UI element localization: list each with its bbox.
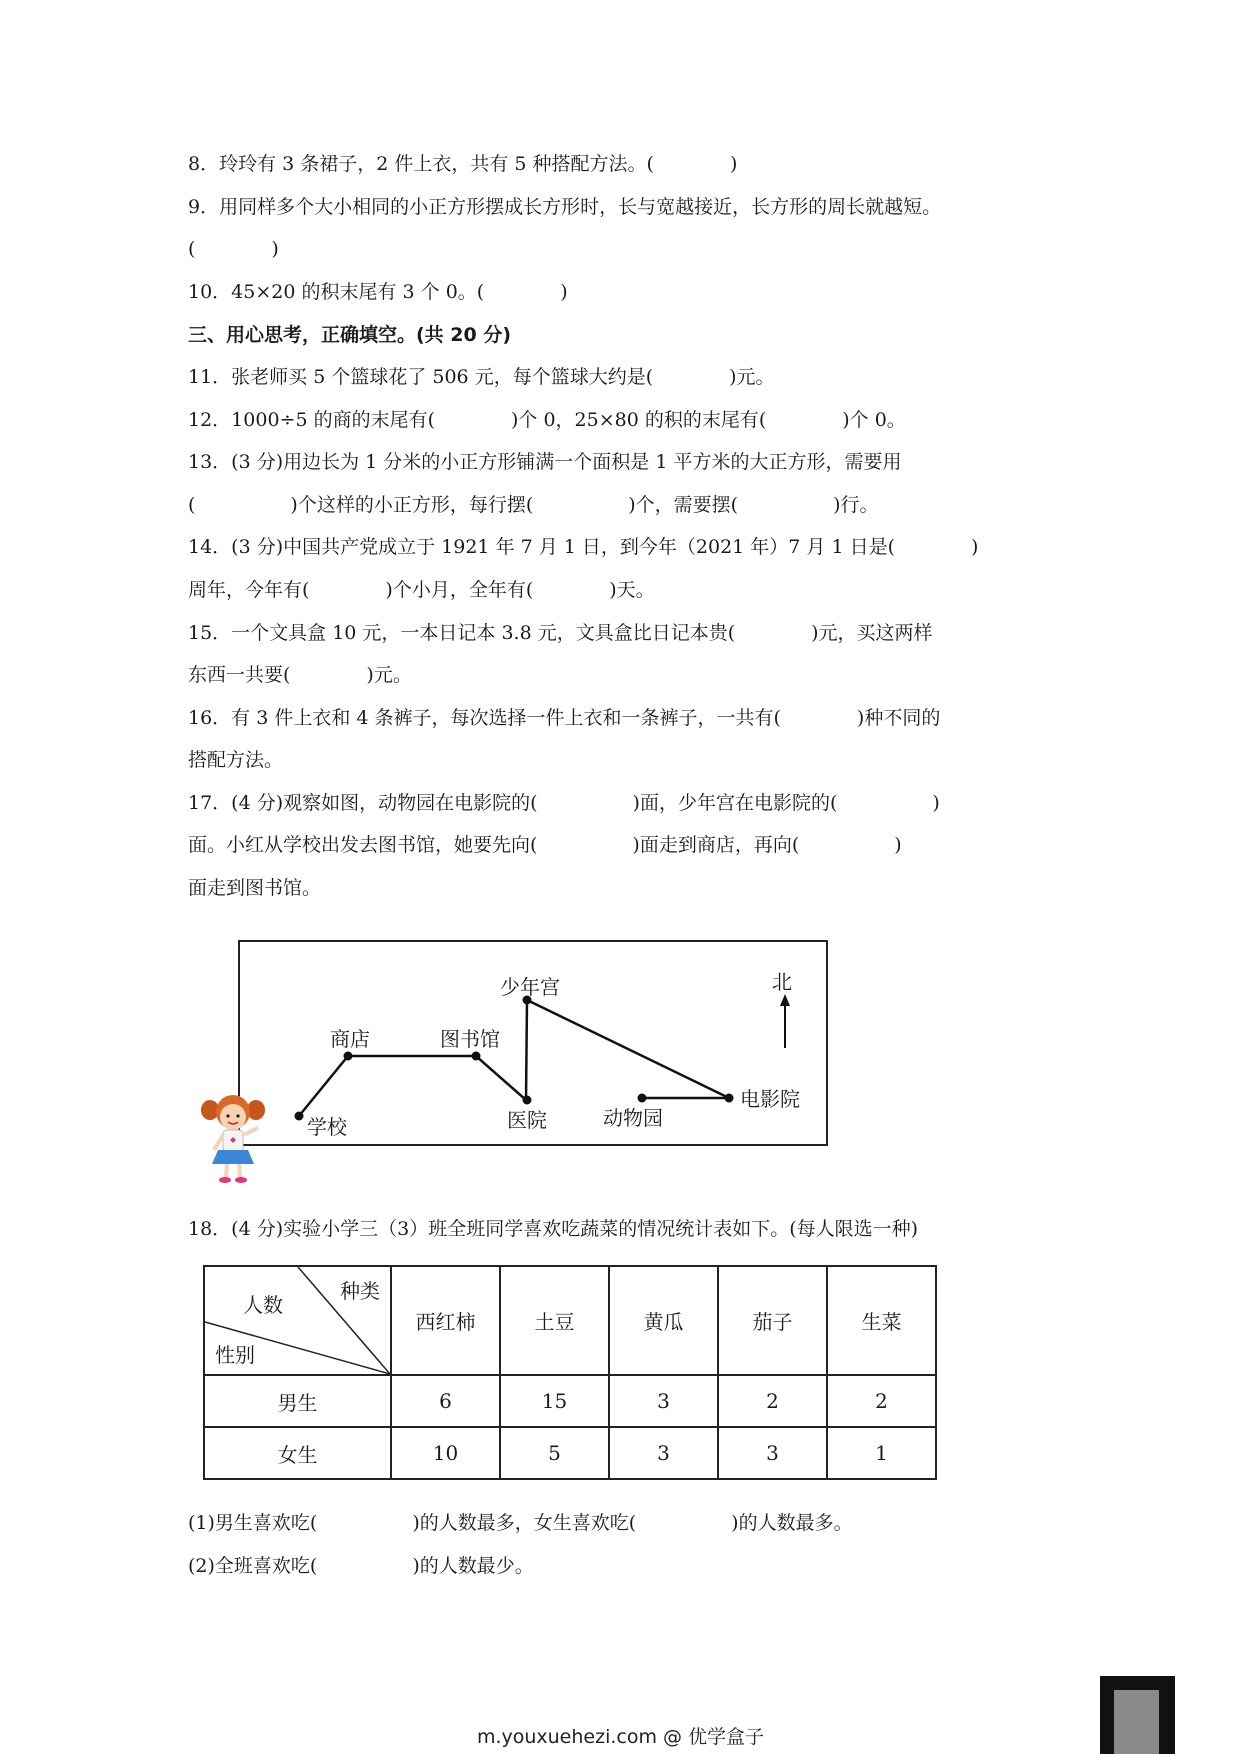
corner-kind-label: 种类: [340, 1279, 380, 1303]
north-arrow-icon: [780, 994, 790, 1006]
column-header: 黄瓜: [609, 1266, 718, 1375]
question-10: 10．45×20 的积末尾有 3 个 0。( ): [188, 281, 568, 303]
map-label-youth-palace: 少年宫: [500, 975, 560, 999]
question-17-line-2: 面。小红从学校出发去图书馆，她要先向( )面走到商店，再向( ): [188, 834, 902, 856]
section-3-heading: 三、用心思考，正确填空。(共 20 分): [188, 324, 512, 346]
corner-gender-label: 性别: [215, 1343, 255, 1367]
column-header: 茄子: [718, 1266, 827, 1375]
route-map: [190, 920, 850, 1180]
library-point: [472, 1052, 481, 1061]
question-17-line-1: 17．(4 分)观察如图，动物园在电影院的( )面，少年宫在电影院的( ): [188, 792, 940, 814]
corner-people-label: 人数: [243, 1293, 283, 1317]
girl-illustration: [200, 1090, 272, 1186]
shop-point: [344, 1052, 353, 1061]
map-label-zoo: 动物园: [603, 1106, 663, 1130]
table-cell: 3: [718, 1427, 827, 1479]
map-label-north: 北: [772, 970, 792, 994]
question-12: 12．1000÷5 的商的末尾有( )个 0，25×80 的积的末尾有( )个 0。: [188, 409, 906, 431]
zoo-point: [638, 1094, 647, 1103]
map-label-hospital: 医院: [507, 1108, 547, 1132]
cinema-point: [725, 1094, 734, 1103]
question-13-line-2: ( )个这样的小正方形，每行摆( )个，需要摆( )行。: [188, 494, 879, 516]
table-cell: 1: [827, 1427, 936, 1479]
map-label-shop: 商店: [330, 1027, 370, 1051]
column-header: 生菜: [827, 1266, 936, 1375]
map-label-library: 图书馆: [440, 1027, 500, 1051]
question-16-line-1: 16．有 3 件上衣和 4 条裤子，每次选择一件上衣和一条裤子，一共有( )种不同的: [188, 707, 941, 729]
table-cell: 10: [391, 1427, 500, 1479]
vegetable-table: [203, 1265, 937, 1480]
table-corner-cell: [204, 1266, 391, 1375]
footer-watermark: m.youxuehezi.com @ 优学盒子: [476, 1726, 765, 1748]
table-cell: 2: [827, 1375, 936, 1427]
table-cell: 3: [609, 1427, 718, 1479]
map-label-cinema: 电影院: [740, 1087, 800, 1111]
question-11: 11．张老师买 5 个篮球花了 506 元，每个篮球大约是( )元。: [188, 366, 775, 388]
question-15-line-2: 东西一共要( )元。: [188, 664, 412, 686]
row-label: 女生: [204, 1427, 391, 1479]
table-header-row: [204, 1266, 936, 1375]
table-row-boys: [204, 1375, 936, 1427]
table-cell: 2: [718, 1375, 827, 1427]
question-9-line-1: 9．用同样多个大小相同的小正方形摆成长方形时，长与宽越接近，长方形的周长就越短。: [188, 196, 942, 218]
question-13-line-1: 13．(3 分)用边长为 1 分米的小正方形铺满一个面积是 1 平方米的大正方形，需要用: [188, 451, 902, 473]
row-label: 男生: [204, 1375, 391, 1427]
corner-scroll-thumb: [1114, 1690, 1159, 1754]
table-cell: 6: [391, 1375, 500, 1427]
table-row-girls: [204, 1427, 936, 1479]
question-16-line-2: 搭配方法。: [188, 749, 284, 771]
column-header: 西红柿: [391, 1266, 500, 1375]
question-18-sub-2: (2)全班喜欢吃( )的人数最少。: [188, 1555, 534, 1577]
question-18-sub-1: (1)男生喜欢吃( )的人数最多，女生喜欢吃( )的人数最多。: [188, 1512, 853, 1534]
table-cell: 3: [609, 1375, 718, 1427]
map-label-school: 学校: [307, 1115, 347, 1139]
question-8: 8．玲玲有 3 条裙子，2 件上衣，共有 5 种搭配方法。( ): [188, 153, 738, 175]
question-14-line-2: 周年，今年有( )个小月，全年有( )天。: [188, 579, 655, 601]
school-point: [295, 1112, 304, 1121]
question-15-line-1: 15．一个文具盒 10 元，一本日记本 3.8 元，文具盒比日记本贵( )元，买这两样: [188, 622, 933, 644]
table-cell: 15: [500, 1375, 609, 1427]
column-header: 土豆: [500, 1266, 609, 1375]
question-14-line-1: 14．(3 分)中国共产党成立于 1921 年 7 月 1 日，到今年（2021 年）7 月 1 日是( ): [188, 536, 979, 558]
question-9-line-2: ( ): [188, 238, 279, 260]
question-17-line-3: 面走到图书馆。: [188, 877, 322, 899]
table-cell: 5: [500, 1427, 609, 1479]
hospital-point: [523, 1096, 532, 1105]
question-18: 18．(4 分)实验小学三（3）班全班同学喜欢吃蔬菜的情况统计表如下。(每人限选一种): [188, 1218, 919, 1240]
